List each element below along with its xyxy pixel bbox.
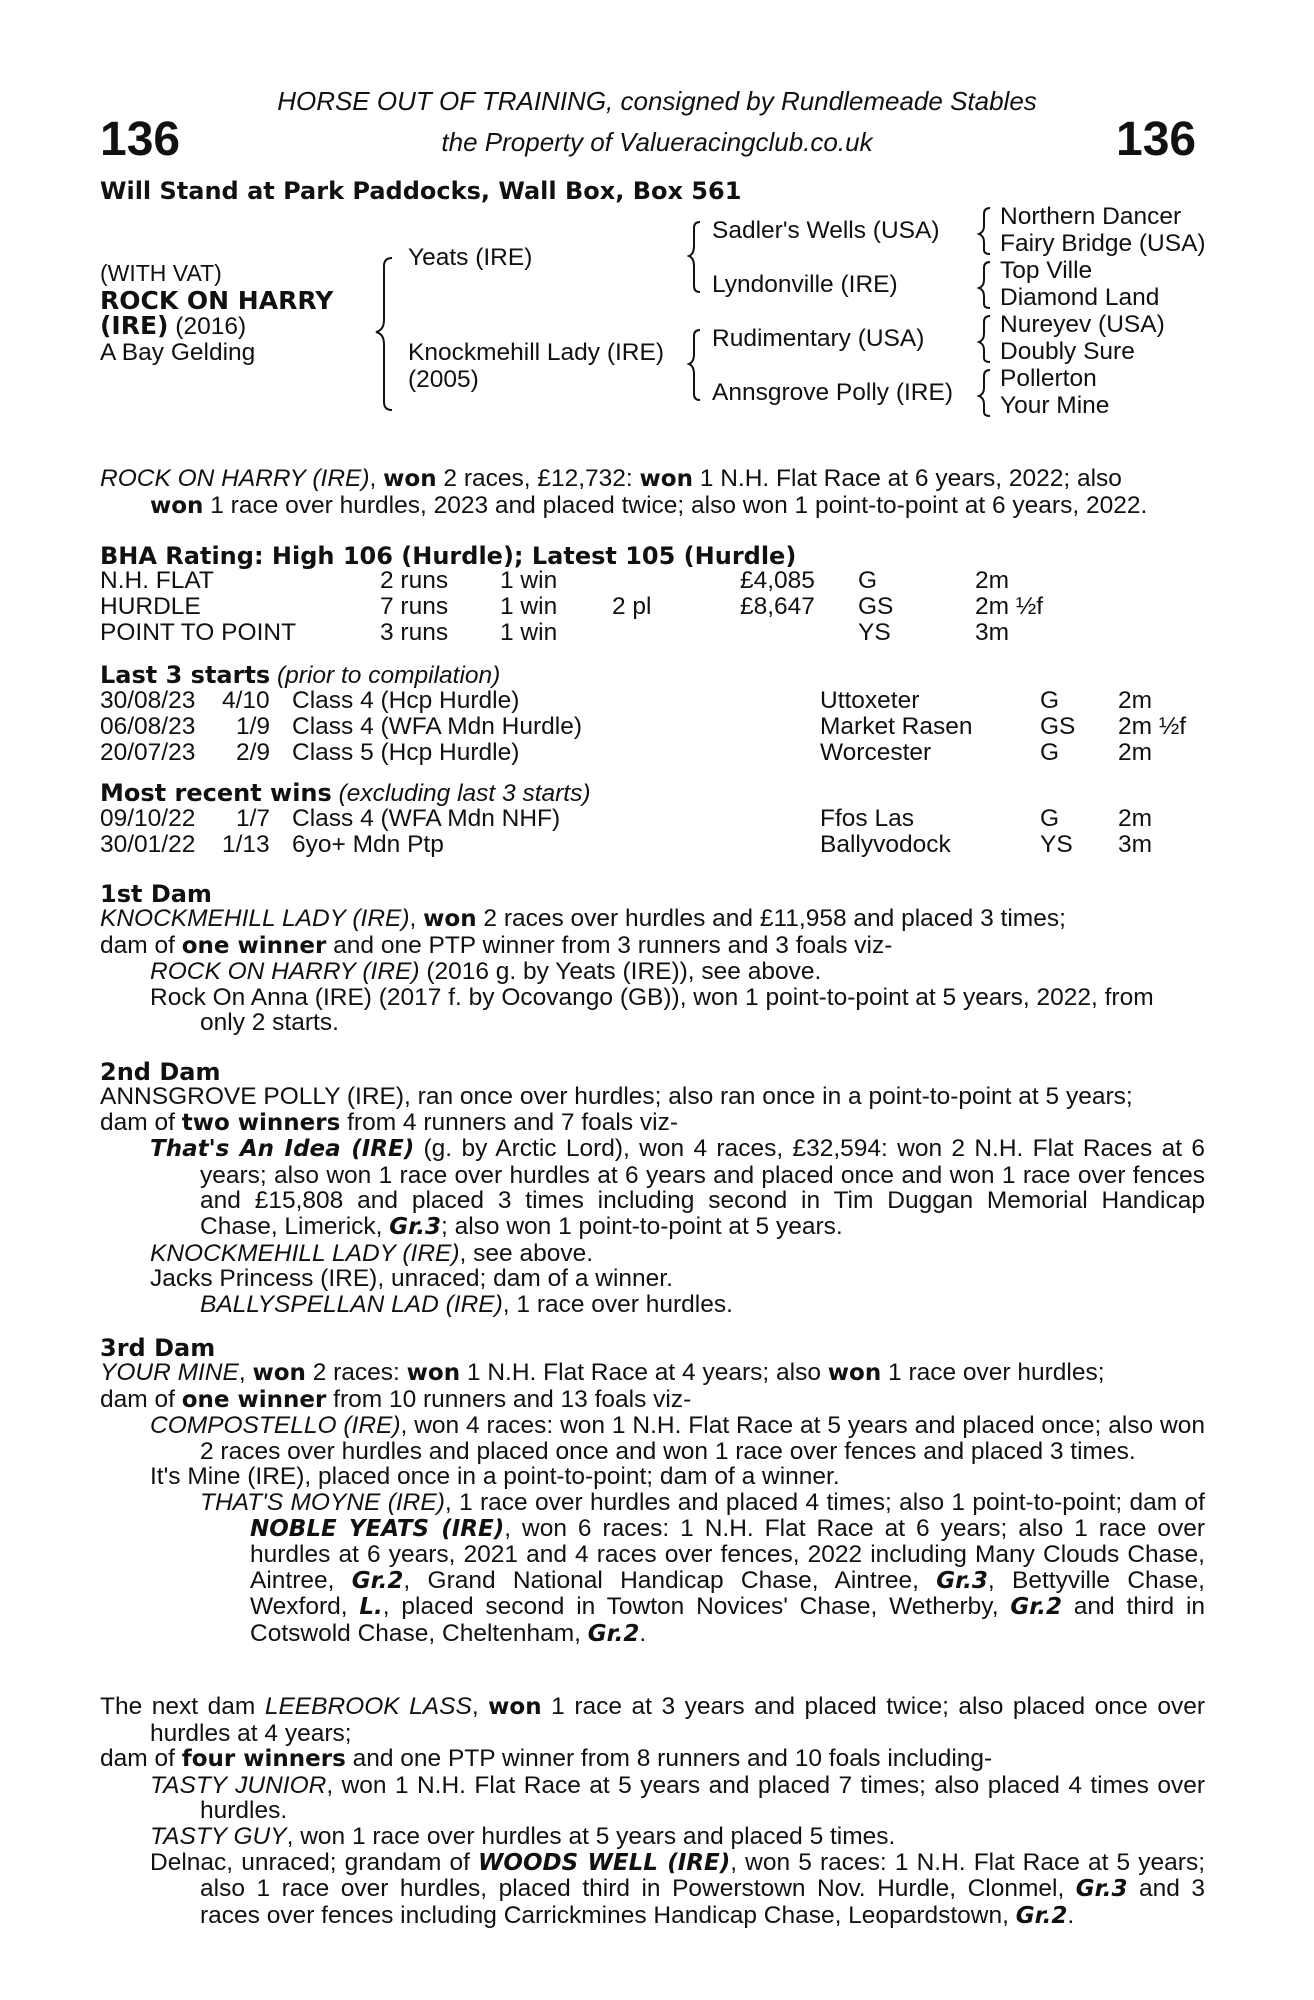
first-dam-heading: 1st Dam (100, 880, 212, 908)
last3-rows-1-date: 06/08/23 (100, 713, 196, 740)
dam3-g1f: , Bettyville Chase, Wexford, (250, 1566, 1205, 1621)
next-l1a: The next dam (100, 1693, 265, 1720)
next-gr2: Gr.2 (1015, 1902, 1068, 1929)
brace-main (376, 258, 392, 410)
last3-rows-0-course: Uttoxeter (820, 687, 920, 714)
dam2-l2c: from 4 runners and 7 foals viz- (340, 1108, 678, 1136)
ggp-1: Northern Dancer (1000, 203, 1182, 230)
pedigree-braces (0, 0, 1314, 440)
dam1-l3a: ROCK ON HARRY (IRE) (150, 958, 420, 986)
dam3-won: won (252, 1360, 306, 1386)
rating-rows-1-going: GS (858, 593, 894, 620)
horse-name: ROCK ON HARRY (100, 286, 334, 315)
ggp-4: Diamond Land (1000, 284, 1160, 311)
dam2-p1a: That's An Idea (IRE) (150, 1136, 415, 1163)
rating-rows-1-dist: 2m ½f (975, 593, 1044, 620)
last3-rows-0-pos: 4/10 (222, 687, 270, 714)
brace-sd (979, 262, 990, 308)
dam-dam: Annsgrove Polly (IRE) (712, 379, 954, 406)
recent-rows-1-going: YS (1040, 831, 1073, 858)
sire-sire: Sadler's Wells (USA) (712, 217, 940, 244)
dam3-won: won (827, 1360, 882, 1386)
rating-rows-2-runs: 3 runs (380, 619, 449, 646)
dam1-won: won (423, 906, 477, 932)
property-line: the Property of Valueracingclub.co.uk (441, 127, 873, 157)
rating-rows-1-prize: £8,647 (740, 593, 815, 620)
dam2-l6a: BALLYSPELLAN LAD (IRE) (200, 1290, 503, 1318)
last3-rows-0-going: G (1040, 687, 1060, 714)
brace-ss (979, 208, 990, 254)
horse-foaled: (2016) (168, 313, 247, 340)
rating-rows-0-wins: 1 win (500, 567, 558, 594)
last3-rows-0-date: 30/08/23 (100, 687, 196, 714)
dam-sire: Rudimentary (USA) (712, 325, 925, 352)
dam1-l2a: dam of (100, 931, 182, 959)
dam1-l2c: and one PTP winner from 3 runners and 3 foals viz- (326, 931, 893, 959)
brace-dd (979, 370, 990, 416)
summary-won: won (639, 466, 693, 492)
dam3-won: won (406, 1360, 461, 1386)
next-n3d: and 3 races over fences including Carrickmines Handicap Chase, Leopardstown, (200, 1875, 1205, 1929)
recent-rows-1-race: 6yo+ Mdn Ptp (292, 831, 444, 858)
dam3-g1a: THAT'S MOYNE (IRE) (200, 1488, 445, 1516)
dam3-c1a: COMPOSTELLO (IRE) (150, 1412, 401, 1440)
summary-name: ROCK ON HARRY (IRE) (100, 465, 370, 492)
dam3-g1d: , won 6 races: 1 N.H. Flat Race at 6 years; also 1 race over hurdles at 6 years, 2021 and 4 races over fences, 2022 including Many Clouds Chase, Aintree, (250, 1514, 1206, 1594)
last3-rows-1-course: Market Rasen (820, 713, 973, 740)
rating-rows-1-type: HURDLE (100, 593, 201, 620)
next-l2b: four winners (181, 1746, 346, 1773)
dam2-l4a: KNOCKMEHILL LADY (IRE) (150, 1239, 460, 1267)
dam3-gr2: Gr.2 (351, 1567, 404, 1594)
next-n2a: TASTY GUY (150, 1822, 287, 1850)
ggp-5: Nureyev (USA) (1000, 311, 1165, 338)
recent-heading: Most recent wins (100, 779, 332, 807)
next-l2c: and one PTP winner from 8 runners and 10 foals including- (345, 1745, 993, 1773)
lot-number-right: 136 (1116, 113, 1197, 166)
recent-rows-1-dist: 3m (1118, 831, 1153, 858)
dam2-p1c: ; also won 1 point-to-point at 5 years. (440, 1212, 843, 1240)
recent-rows-1-course: Ballyvodock (820, 831, 951, 858)
dam3-l1e: 1 race over hurdles; (881, 1359, 1105, 1386)
last3-heading (100, 662, 500, 689)
next-l1b: LEEBROOK LASS (264, 1693, 472, 1720)
ggp-3: Top Ville (1000, 257, 1093, 284)
second-dam-text (100, 1084, 1205, 1317)
dam2-l1: ANNSGROVE POLLY (IRE), ran once over hurdles; also ran once in a point-to-point at 5 years; (100, 1083, 1133, 1110)
recent-rows-1-date: 30/01/22 (100, 831, 196, 858)
summary-won: won (383, 466, 437, 492)
rating-rows-0-dist: 2m (975, 567, 1010, 594)
last3-rows-2-race: Class 5 (Hcp Hurdle) (292, 739, 520, 766)
dam2-gr3: Gr.3 (389, 1213, 441, 1240)
dam2-l5: Jacks Princess (IRE), unraced; dam of a winner. (150, 1265, 673, 1293)
horse-country: (IRE) (100, 311, 169, 340)
dam3-g1g: , placed second in Towton Novices' Chase, Wetherby, (382, 1593, 1011, 1621)
second-dam-heading: 2nd Dam (100, 1058, 221, 1086)
rating-rows-2-wins: 1 win (500, 619, 558, 646)
brace-dam (689, 330, 700, 400)
rating-rows-2-dist: 3m (975, 619, 1010, 646)
ggp-7: Pollerton (1000, 365, 1097, 392)
dam3-gr2: Gr.2 (587, 1620, 640, 1647)
dam1-l1a: KNOCKMEHILL LADY (IRE) (100, 905, 410, 932)
next-n3e: . (1067, 1901, 1075, 1929)
first-dam-text (100, 906, 1205, 1036)
dam3-l1b: , (238, 1359, 253, 1386)
bha-rating-heading: BHA Rating: High 106 (Hurdle); Latest 105 (Hurdle) (100, 542, 797, 570)
summary-t2: 2 races, £12,732: (436, 465, 640, 492)
last3-rows-0-dist: 2m (1118, 687, 1153, 714)
recent-wins-heading (100, 780, 591, 807)
dam1-l2b: one winner (181, 932, 327, 959)
next-n1a: TASTY JUNIOR (150, 1771, 327, 1799)
dam3-c1b: , won 4 races: won 1 N.H. Flat Race at 5 years and placed once; also won 2 races over hurdles and placed once and won 1 race over fences and placed 3 times. (200, 1412, 1205, 1465)
ggp-6: Doubly Sure (1000, 338, 1135, 365)
dam2-l4b: , see above. (459, 1239, 594, 1267)
last3-rows-1-dist: 2m ½f (1118, 713, 1187, 740)
dam3-gr2: Gr.2 (1010, 1594, 1062, 1621)
recent-rows-0-race: Class 4 (WFA Mdn NHF) (292, 805, 561, 832)
rating-rows-2-type: POINT TO POINT (100, 619, 297, 646)
last3-note: (prior to compilation) (270, 662, 501, 689)
recent-rows-1-pos: 1/13 (222, 831, 270, 858)
dam3-gr3: Gr.3 (936, 1567, 988, 1594)
vat-note: (WITH VAT) (100, 260, 222, 286)
dam2-p1b: (g. by Arctic Lord), won 4 races, £32,594: won 2 N.H. Flat Races at 6 years; also won 1 race over hurdles at 6 years and placed once and won 1 race over fences and £15,808 and placed 3 times including second in Tim Duggan Memorial Handicap Chase, Limerick, (200, 1135, 1205, 1240)
dam3-l2b: one winner (181, 1386, 327, 1413)
brace-ds (979, 316, 990, 362)
ggp-8: Your Mine (1000, 392, 1110, 419)
next-l2a: dam of (100, 1745, 182, 1773)
dam1-l1c: 2 races over hurdles and £11,958 and placed 3 times; (476, 905, 1066, 932)
dam3-g1h: and third in Cotswold Chase, Cheltenham, (250, 1593, 1206, 1647)
rating-rows-0-type: N.H. FLAT (100, 567, 214, 594)
last3-rows-1-pos: 1/9 (236, 713, 271, 740)
next-l1c: , (471, 1693, 489, 1720)
last3-rows-1-race: Class 4 (WFA Mdn Hurdle) (292, 713, 582, 740)
brace-sire (689, 222, 700, 292)
recent-rows-0-date: 09/10/22 (100, 805, 196, 832)
third-dam-heading: 3rd Dam (100, 1334, 216, 1362)
next-n2b: , won 1 race over hurdles at 5 years and placed 5 times. (286, 1822, 896, 1850)
rating-rows-2-going: YS (858, 619, 891, 646)
recent-rows-0-dist: 2m (1118, 805, 1153, 832)
sire-dam: Lyndonville (IRE) (712, 271, 898, 298)
ggp-2: Fairy Bridge (USA) (1000, 230, 1206, 257)
third-dam-text (100, 1360, 1205, 1648)
stand-location: Will Stand at Park Paddocks, Wall Box, Box 561 (100, 177, 742, 205)
dam3-l: L. (359, 1594, 383, 1621)
next-n1b: , won 1 N.H. Flat Race at 5 years and placed 7 times; also placed 4 times over hurdles. (200, 1771, 1205, 1825)
last3-rows-2-course: Worcester (820, 739, 932, 766)
dam3-g1b: , 1 race over hurdles and placed 4 times; also 1 point-to-point; dam of (444, 1488, 1205, 1516)
summary-won: won (150, 492, 204, 519)
last3-rows-2-going: G (1040, 739, 1060, 766)
recent-note: (excluding last 3 starts) (331, 780, 591, 807)
last3-rows-2-dist: 2m (1118, 739, 1153, 766)
dam3-c2: It's Mine (IRE), placed once in a point-to-point; dam of a winner. (150, 1463, 840, 1491)
next-dam-text (100, 1694, 1205, 1929)
dam3-l1a: YOUR MINE (100, 1359, 239, 1386)
dam2-l6b: , 1 race over hurdles. (502, 1290, 733, 1318)
rating-rows-0-runs: 2 runs (380, 567, 449, 594)
next-n3c: , won 5 races: 1 N.H. Flat Race at 5 years; also 1 race over hurdles, placed third in Powerstown Nov. Hurdle, Clonmel, (200, 1848, 1205, 1903)
summary-t1: , (369, 465, 384, 492)
last3-rows-2-date: 20/07/23 (100, 739, 196, 766)
summary-t3: 1 N.H. Flat Race at 6 years, 2022; also (692, 465, 1122, 492)
consignor-line: HORSE OUT OF TRAINING, consigned by Rundlemeade Stables (277, 86, 1037, 116)
recent-rows-0-pos: 1/7 (236, 805, 271, 832)
next-n3a: Delnac, unraced; grandam of (150, 1848, 479, 1876)
last3-rows-2-pos: 2/9 (236, 739, 271, 766)
next-won: won (488, 1694, 542, 1720)
recent-rows-0-going: G (1040, 805, 1060, 832)
next-gr3: Gr.3 (1075, 1876, 1128, 1903)
rating-rows-1-runs: 7 runs (380, 593, 449, 620)
dam3-g1i: . (639, 1619, 647, 1647)
rating-rows-1-wins: 1 win (500, 593, 558, 620)
lot-number-left: 136 (100, 113, 181, 166)
last3-heading: Last 3 starts (100, 661, 271, 689)
summary-t4: 1 race over hurdles, 2023 and placed twice; also won 1 point-to-point at 6 years, 2022. (203, 491, 1148, 519)
next-l1d: 1 race at 3 years and placed twice; also placed once over hurdles at 4 years; (150, 1693, 1205, 1747)
horse-description: A Bay Gelding (100, 339, 256, 366)
rating-rows-0-going: G (858, 567, 878, 594)
dam1-l1b: , (409, 905, 424, 932)
dam3-g1e: , Grand National Handicap Chase, Aintree, (403, 1566, 937, 1594)
dam3-l1d: 1 N.H. Flat Race at 4 years; also (460, 1359, 828, 1386)
dam3-l2a: dam of (100, 1385, 182, 1413)
dam-year: (2005) (408, 366, 479, 393)
last3-rows-0-race: Class 4 (Hcp Hurdle) (292, 687, 520, 714)
sire: Yeats (IRE) (408, 244, 533, 271)
next-n3b: WOODS WELL (IRE) (478, 1849, 731, 1876)
dam3-l2c: from 10 runners and 13 foals viz- (326, 1385, 692, 1413)
dam3-g1c: NOBLE YEATS (IRE) (250, 1515, 505, 1542)
dam2-l2b: two winners (181, 1109, 341, 1136)
rating-rows-1-pl: 2 pl (612, 593, 652, 620)
dam1-l4: Rock On Anna (IRE) (2017 f. by Ocovango (GB)), won 1 point-to-point at 5 years, 2022, from only 2 starts. (150, 983, 1154, 1037)
recent-rows-0-course: Ffos Las (820, 805, 914, 832)
dam1-l3b: (2016 g. by Yeats (IRE)), see above. (419, 958, 822, 986)
rating-rows-0-prize: £4,085 (740, 567, 815, 594)
dam2-l2a: dam of (100, 1108, 182, 1136)
last3-rows-1-going: GS (1040, 713, 1076, 740)
dam: Knockmehill Lady (IRE) (408, 339, 664, 366)
race-summary (100, 466, 1210, 519)
dam3-l1c: 2 races: (305, 1359, 407, 1386)
